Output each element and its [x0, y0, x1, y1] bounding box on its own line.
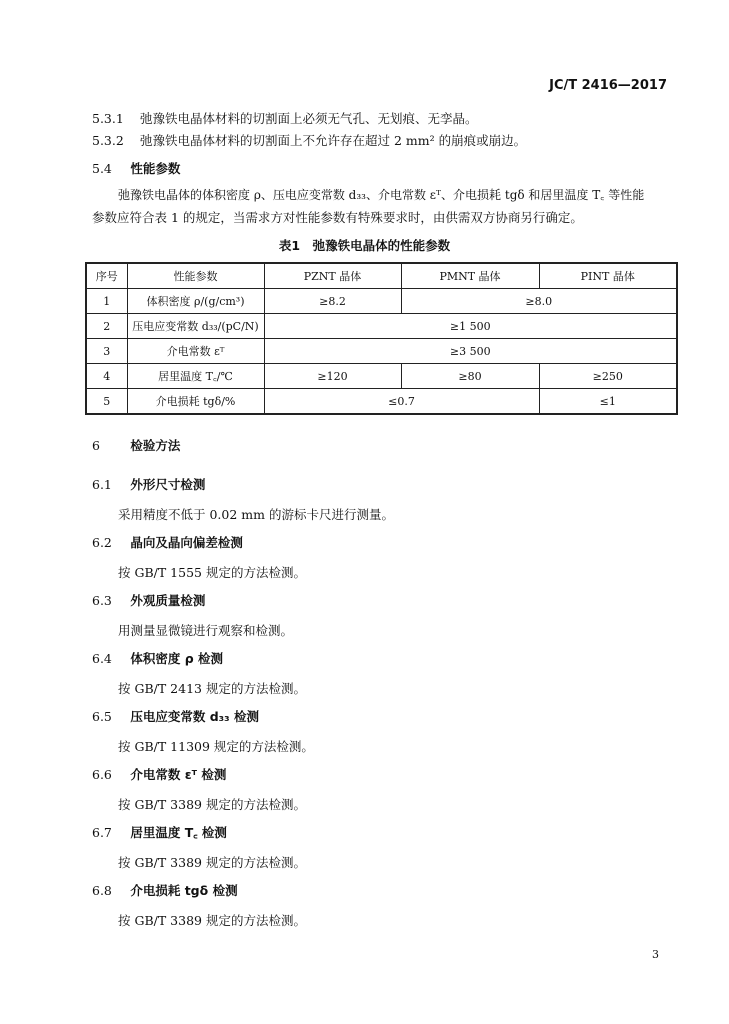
table-cell: 压电应变常数 d₃₃/(pC/N)	[127, 314, 264, 339]
subsection-6-4-heading	[92, 649, 223, 667]
subsection-title: 压电应变常数 d₃₃ 检测	[130, 709, 259, 724]
table-header-row	[86, 263, 677, 289]
subsection-title: 晶向及晶向偏差检测	[130, 535, 243, 550]
subsection-6-5-text: 按 GB/T 11309 规定的方法检测。	[118, 739, 314, 754]
subsection-6-2-heading	[92, 533, 243, 551]
table-row	[86, 339, 677, 364]
subsection-6-5-heading	[92, 707, 259, 725]
subsection-title: 居里温度 T꜀ 检测	[130, 825, 227, 840]
standard-number: JC/T 2416—2017	[549, 78, 667, 93]
clause-number: 5.3.2	[92, 133, 124, 148]
subsection-6-8-heading	[92, 881, 238, 899]
subsection-title: 外形尺寸检测	[130, 477, 206, 492]
clause-text: 弛豫铁电晶体材料的切割面上不允许存在超过 2 mm² 的崩痕或崩边。	[139, 133, 527, 148]
table-cell: ≤1	[539, 389, 677, 415]
section-number: 6	[92, 438, 100, 453]
column-header: PINT 晶体	[539, 263, 677, 289]
subsection-6-1-heading	[92, 475, 205, 493]
subsection-6-3-text: 用测量显微镜进行观察和检测。	[118, 623, 294, 638]
subsection-title: 外观质量检测	[130, 593, 206, 608]
subsection-title: 体积密度 ρ 检测	[130, 651, 224, 666]
table-cell: 居里温度 T꜀/℃	[127, 364, 264, 389]
table-cell: ≥250	[539, 364, 677, 389]
subsection-6-3-heading	[92, 591, 205, 609]
column-header: 序号	[86, 263, 127, 289]
clause-text: 弛豫铁电晶体材料的切割面上必须无气孔、无划痕、无孪晶。	[139, 111, 478, 126]
section-title: 检验方法	[130, 438, 181, 453]
subsection-number: 6.8	[92, 883, 112, 898]
subsection-number: 6.3	[92, 593, 112, 608]
section-5-4-heading	[92, 159, 180, 177]
table-cell: 3	[86, 339, 127, 364]
subsection-6-7-text: 按 GB/T 3389 规定的方法检测。	[118, 855, 306, 870]
section-5-4-paragraph-line1: 弛豫铁电晶体的体积密度 ρ、压电应变常数 d₃₃、介电常数 εᵀ、介电损耗 tgδ 和居里温度 T꜀ 等性能	[118, 188, 645, 202]
table-cell: ≥8.2	[264, 289, 401, 314]
table-cell: 介电损耗 tgδ/%	[127, 389, 264, 415]
subsection-number: 6.4	[92, 651, 112, 666]
column-header: PMNT 晶体	[401, 263, 539, 289]
performance-table	[85, 262, 678, 415]
subsection-number: 6.6	[92, 767, 112, 782]
table-cell: ≥1 500	[264, 314, 677, 339]
subsection-title: 介电常数 εᵀ 检测	[130, 767, 227, 782]
subsection-6-2-text: 按 GB/T 1555 规定的方法检测。	[118, 565, 306, 580]
column-header: 性能参数	[127, 263, 264, 289]
table-cell: 1	[86, 289, 127, 314]
subsection-number: 6.2	[92, 535, 112, 550]
section-6-heading	[92, 436, 180, 454]
table-row	[86, 314, 677, 339]
section-title: 性能参数	[130, 161, 181, 176]
page-number: 3	[652, 948, 659, 961]
clause-number: 5.3.1	[92, 111, 124, 126]
table-cell: ≥120	[264, 364, 401, 389]
subsection-6-8-text: 按 GB/T 3389 规定的方法检测。	[118, 913, 306, 928]
clause-5-3-1	[92, 109, 478, 127]
clause-5-3-2	[92, 131, 526, 149]
subsection-6-7-heading	[92, 823, 227, 841]
column-header: PZNT 晶体	[264, 263, 401, 289]
table-row	[86, 289, 677, 314]
table-cell: 2	[86, 314, 127, 339]
table-cell: ≥80	[401, 364, 539, 389]
table-row	[86, 389, 677, 415]
table-cell: 5	[86, 389, 127, 415]
table-row	[86, 364, 677, 389]
section-5-4-paragraph-line2: 参数应符合表 1 的规定，当需求方对性能参数有特殊要求时，由供需双方协商另行确定。	[92, 210, 583, 225]
subsection-number: 6.5	[92, 709, 112, 724]
subsection-6-6-text: 按 GB/T 3389 规定的方法检测。	[118, 797, 306, 812]
subsection-number: 6.1	[92, 477, 112, 492]
subsection-6-1-text: 采用精度不低于 0.02 mm 的游标卡尺进行测量。	[118, 507, 394, 522]
subsection-6-6-heading	[92, 765, 226, 783]
table-cell: 体积密度 ρ/(g/cm³)	[127, 289, 264, 314]
table-cell: ≥3 500	[264, 339, 677, 364]
table-caption: 表1 弛豫铁电晶体的性能参数	[278, 238, 451, 253]
table-cell: 介电常数 εᵀ	[127, 339, 264, 364]
subsection-6-4-text: 按 GB/T 2413 规定的方法检测。	[118, 681, 306, 696]
table-cell: 4	[86, 364, 127, 389]
table-cell: ≤0.7	[264, 389, 539, 415]
section-number: 5.4	[92, 161, 112, 176]
table-cell: ≥8.0	[401, 289, 677, 314]
subsection-number: 6.7	[92, 825, 112, 840]
subsection-title: 介电损耗 tgδ 检测	[130, 883, 238, 898]
